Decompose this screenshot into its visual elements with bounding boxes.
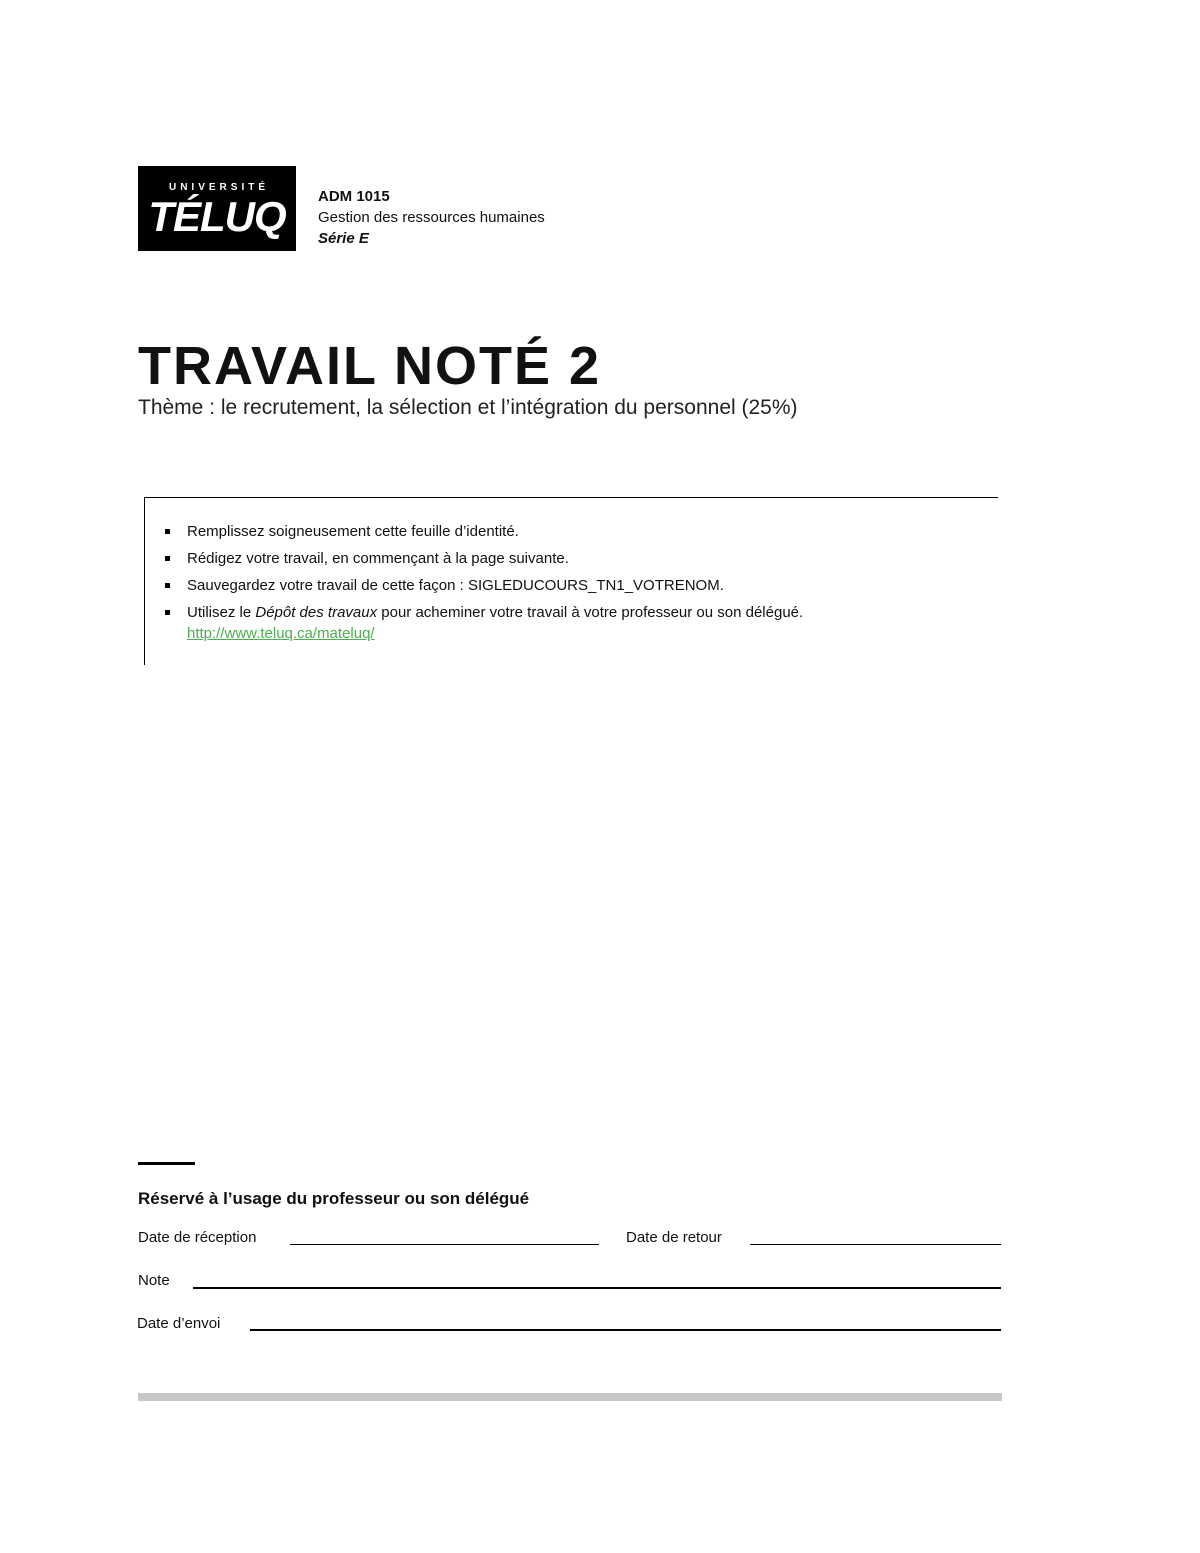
date-retour-label: Date de retour bbox=[626, 1229, 722, 1246]
page-title: TRAVAIL NOTÉ 2 bbox=[138, 336, 602, 396]
depot-travaux-emphasis: Dépôt des travaux bbox=[255, 604, 378, 621]
instructions-list bbox=[163, 522, 983, 651]
course-code: ADM 1015 bbox=[318, 188, 390, 205]
course-info bbox=[318, 186, 545, 249]
instruction-item: Remplissez soigneusement cette feuille d’identité. bbox=[163, 522, 983, 542]
course-series: Série E bbox=[318, 230, 369, 247]
instruction-item: Rédigez votre travail, en commençant à la page suivante. bbox=[163, 549, 983, 569]
date-reception-label: Date de réception bbox=[138, 1229, 257, 1246]
date-reception-line bbox=[290, 1244, 599, 1245]
instruction-text: Utilisez le bbox=[187, 604, 256, 621]
section-divider bbox=[138, 1162, 195, 1165]
note-line bbox=[193, 1287, 1001, 1289]
footer-bar bbox=[138, 1393, 1002, 1401]
mateluq-link[interactable]: http://www.teluq.ca/mateluq/ bbox=[187, 625, 375, 642]
course-name: Gestion des ressources humaines bbox=[318, 209, 545, 226]
instruction-text: pour acheminer votre travail à votre professeur ou son délégué. bbox=[377, 604, 804, 621]
instruction-item: Sauvegardez votre travail de cette façon : SIGLEDUCOURS_TN1_VOTRENOM. bbox=[163, 576, 983, 596]
date-envoi-label: Date d’envoi bbox=[137, 1315, 221, 1332]
instruction-item bbox=[163, 603, 983, 644]
note-label: Note bbox=[138, 1272, 170, 1289]
date-retour-line bbox=[750, 1244, 1001, 1245]
teluq-logo bbox=[138, 166, 296, 251]
logo-top-text: UNIVERSITÉ bbox=[168, 182, 269, 193]
logo-main-text: TÉLUQ bbox=[148, 193, 286, 240]
date-envoi-line bbox=[250, 1329, 1001, 1331]
page-subtitle: Thème : le recrutement, la sélection et l’intégration du personnel (25%) bbox=[138, 396, 798, 419]
reserved-section-title: Réservé à l’usage du professeur ou son délégué bbox=[138, 1189, 530, 1208]
instructions-box bbox=[144, 497, 998, 665]
